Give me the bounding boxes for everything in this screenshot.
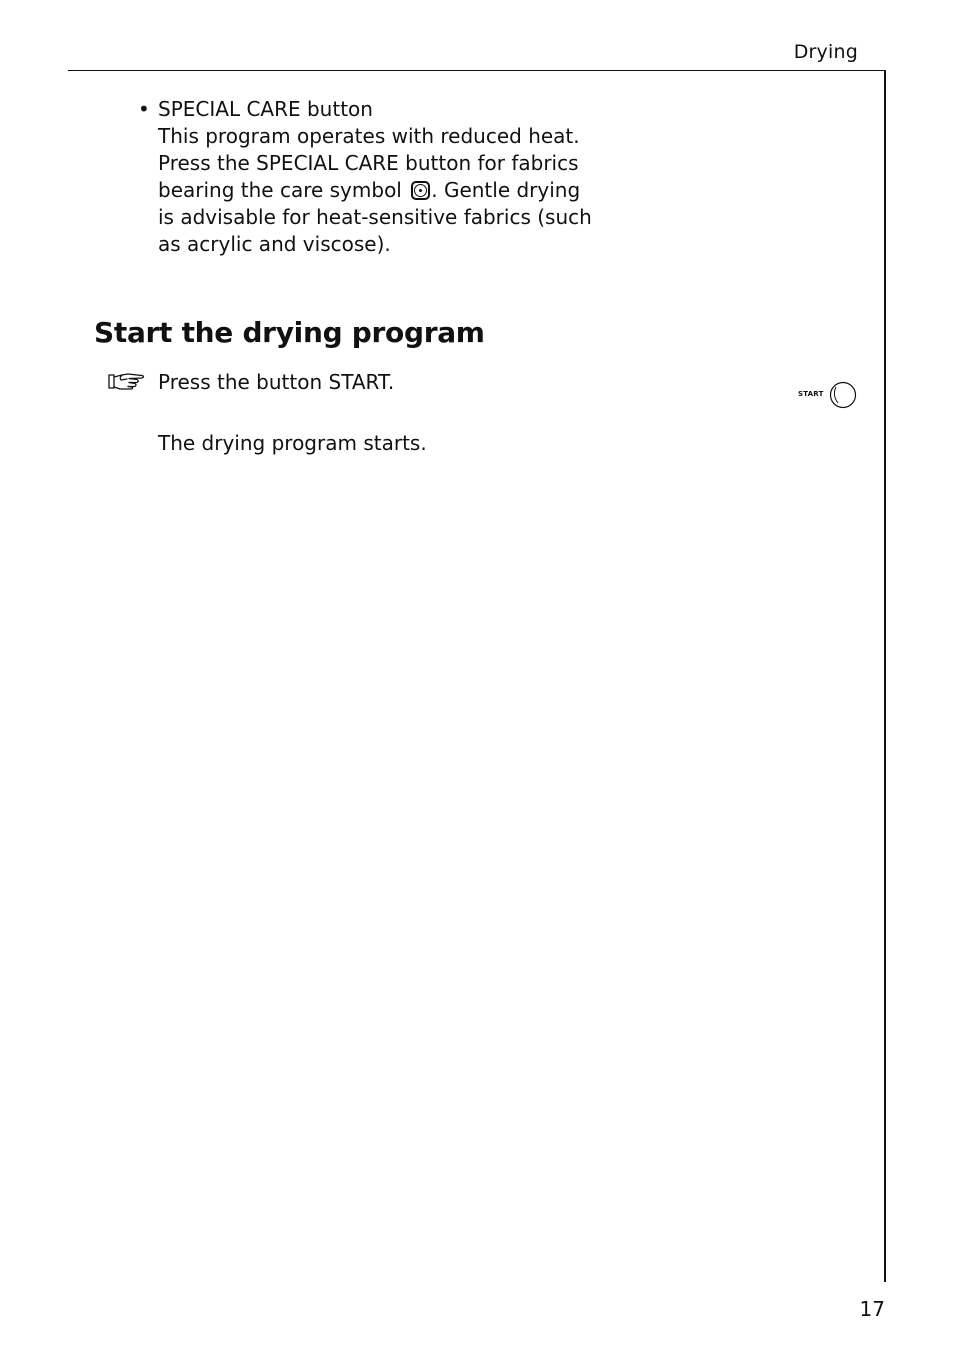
special-care-line: is advisable for heat-sensitive fabrics (such	[158, 205, 592, 229]
header-section-label: Drying	[793, 41, 858, 63]
special-care-paragraph	[158, 96, 598, 258]
header-rule	[68, 70, 886, 71]
pointing-hand-icon	[108, 372, 146, 390]
start-result-text: The drying program starts.	[158, 431, 427, 455]
section-title: Start the drying program	[94, 316, 485, 349]
start-step-text: Press the button START.	[158, 370, 395, 394]
special-care-line-with-symbol	[158, 177, 598, 204]
bullet-marker: •	[138, 97, 150, 121]
right-margin-rule	[884, 70, 886, 1282]
start-knob-icon	[829, 381, 857, 409]
special-care-line: Press the SPECIAL CARE button for fabrics	[158, 151, 579, 175]
start-control-label: START	[798, 390, 824, 398]
special-care-text: bearing the care symbol	[158, 178, 409, 202]
special-care-line: This program operates with reduced heat.	[158, 124, 580, 148]
special-care-heading: SPECIAL CARE button	[158, 97, 373, 121]
special-care-text: . Gentle drying	[431, 178, 581, 202]
page-number: 17	[859, 1297, 885, 1321]
special-care-line: as acrylic and viscose).	[158, 232, 391, 256]
tumble-dry-low-heat-icon	[411, 181, 430, 200]
